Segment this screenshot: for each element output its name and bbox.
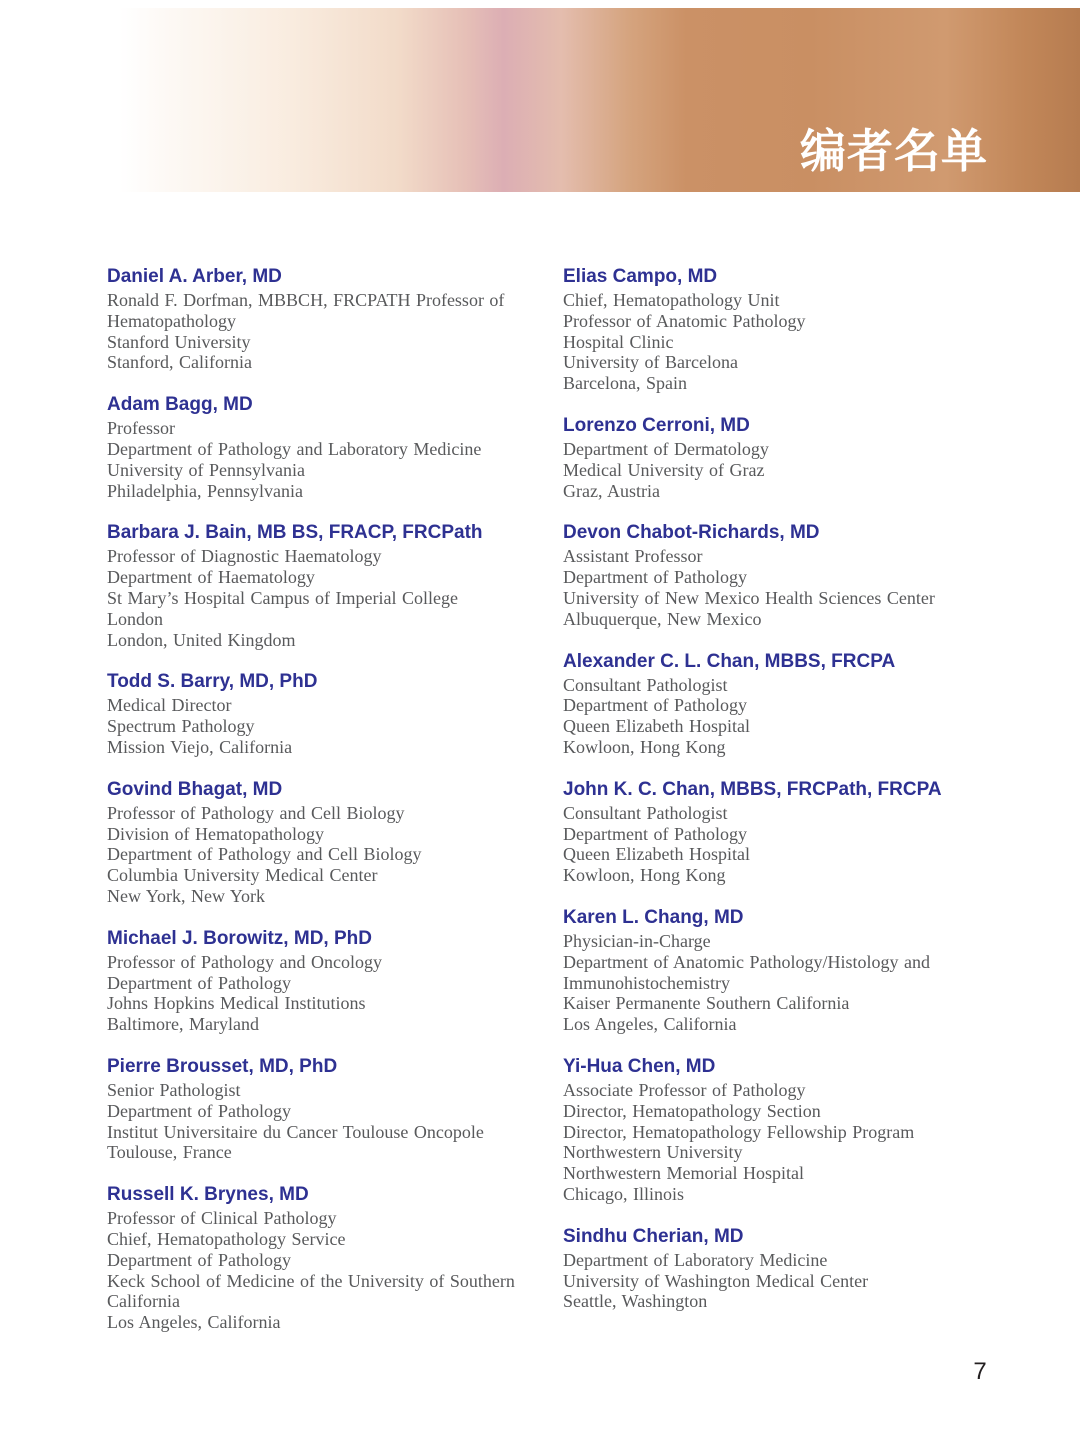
contributor-entry — [107, 1056, 563, 1163]
affiliation-line: University of Barcelona — [563, 352, 738, 373]
contributor-name: Lorenzo Cerroni, MD — [563, 414, 750, 436]
affiliation-line: London, United Kingdom — [107, 629, 296, 650]
affiliation-line: Northwestern University — [563, 1142, 743, 1163]
contributor-entry — [107, 779, 563, 907]
affiliation-line: Kaiser Permanente Southern California — [563, 993, 850, 1014]
affiliation-line: University of New Mexico Health Sciences Center — [563, 587, 935, 608]
affiliation-line: Consultant Pathologist — [563, 674, 728, 695]
contributor-entry — [563, 907, 1019, 1035]
contributor-entry — [107, 522, 563, 650]
contributor-affiliation — [107, 952, 563, 1035]
affiliation-line: Los Angeles, California — [107, 1312, 281, 1333]
affiliation-line: Professor of Clinical Pathology — [107, 1208, 337, 1229]
affiliation-line: Immunohistochemistry — [563, 972, 730, 993]
contributor-entry — [563, 522, 1019, 629]
affiliation-line: Chicago, Illinois — [563, 1183, 684, 1204]
affiliation-line: Department of Pathology — [107, 1100, 291, 1121]
contributor-affiliation — [107, 695, 563, 757]
contributor-affiliation — [107, 418, 563, 501]
affiliation-line: Department of Anatomic Pathology/Histology and — [563, 951, 930, 972]
contributor-affiliation — [107, 290, 563, 373]
contributor-name: Russell K. Brynes, MD — [107, 1184, 309, 1206]
contributor-affiliation — [563, 803, 1019, 886]
affiliation-line: Barcelona, Spain — [563, 373, 687, 394]
contributor-affiliation — [563, 1080, 1019, 1205]
affiliation-line: Mission Viejo, California — [107, 736, 293, 757]
page-number: 7 — [973, 1358, 987, 1385]
affiliation-line: Director, Hematopathology Fellowship Program — [563, 1121, 915, 1142]
affiliation-line: Professor of Anatomic Pathology — [563, 310, 806, 331]
affiliation-line: Department of Haematology — [107, 567, 315, 588]
contributor-name: Pierre Brousset, MD, PhD — [107, 1055, 338, 1077]
affiliation-line: Physician-in-Charge — [563, 930, 711, 951]
affiliation-line: Spectrum Pathology — [107, 716, 255, 737]
contributor-entry — [107, 671, 563, 757]
affiliation-line: Professor of Diagnostic Haematology — [107, 546, 382, 567]
affiliation-line: Los Angeles, California — [563, 1014, 737, 1035]
contributor-entry — [563, 1056, 1019, 1205]
contributor-entry — [107, 394, 563, 501]
contributor-name: Todd S. Barry, MD, PhD — [107, 671, 318, 693]
affiliation-line: Department of Pathology — [107, 1249, 291, 1270]
affiliation-line: Johns Hopkins Medical Institutions — [107, 993, 366, 1014]
contributor-name: Michael J. Borowitz, MD, PhD — [107, 927, 372, 949]
affiliation-line: Director, Hematopathology Section — [563, 1100, 821, 1121]
affiliation-line: Stanford, California — [107, 352, 252, 373]
affiliation-line: California — [107, 1291, 180, 1312]
contributor-entry — [563, 415, 1019, 501]
contributor-entry — [107, 928, 563, 1035]
affiliation-line: Department of Pathology and Cell Biology — [107, 844, 422, 865]
contributor-list — [107, 266, 1019, 1354]
affiliation-line: Senior Pathologist — [107, 1079, 241, 1100]
affiliation-line: Professor — [107, 418, 175, 439]
affiliation-line: Medical Director — [107, 695, 232, 716]
contributor-entry — [563, 779, 1019, 886]
contributor-name: Devon Chabot-Richards, MD — [563, 522, 820, 544]
affiliation-line: Professor of Pathology and Oncology — [107, 951, 382, 972]
affiliation-line: Albuquerque, New Mexico — [563, 608, 762, 629]
contributor-entry — [107, 1184, 563, 1333]
affiliation-line: Chief, Hematopathology Unit — [563, 290, 780, 310]
contributor-affiliation — [563, 439, 1019, 501]
affiliation-line: Kowloon, Hong Kong — [563, 736, 726, 757]
affiliation-line: Department of Dermatology — [563, 438, 769, 459]
affiliation-line: Toulouse, France — [107, 1142, 232, 1163]
affiliation-line: Department of Laboratory Medicine — [563, 1249, 828, 1270]
contributor-entry — [563, 651, 1019, 758]
affiliation-line: Department of Pathology — [563, 695, 747, 716]
contributor-entry — [563, 266, 1019, 394]
affiliation-line: Division of Hematopathology — [107, 823, 324, 844]
affiliation-line: Consultant Pathologist — [563, 802, 728, 823]
contributor-name: Barbara J. Bain, MB BS, FRACP, FRCPath — [107, 522, 483, 544]
contributor-name: Daniel A. Arber, MD — [107, 266, 282, 287]
affiliation-line: Assistant Professor — [563, 546, 703, 567]
contributor-affiliation — [107, 1208, 563, 1333]
contributor-affiliation — [563, 290, 1019, 394]
affiliation-line: Department of Pathology — [563, 567, 747, 588]
contributor-name: Sindhu Cherian, MD — [563, 1225, 744, 1247]
affiliation-line: Northwestern Memorial Hospital — [563, 1163, 804, 1184]
contributor-name: Elias Campo, MD — [563, 266, 718, 287]
affiliation-line: St Mary’s Hospital Campus of Imperial College — [107, 587, 458, 608]
contributor-affiliation — [107, 546, 563, 650]
page-title: 编者名单 — [800, 124, 988, 178]
affiliation-line: Medical University of Graz — [563, 459, 765, 480]
affiliation-line: Kowloon, Hong Kong — [563, 865, 726, 886]
affiliation-line: University of Pennsylvania — [107, 459, 305, 480]
header-banner — [119, 8, 1080, 192]
contributor-affiliation — [563, 675, 1019, 758]
affiliation-line: Baltimore, Maryland — [107, 1014, 259, 1035]
affiliation-line: Department of Pathology and Laboratory Medicine — [107, 438, 482, 459]
affiliation-line: Columbia University Medical Center — [107, 865, 378, 886]
contributor-column-left — [107, 266, 563, 1354]
affiliation-line: Queen Elizabeth Hospital — [563, 844, 750, 865]
contributor-column-right — [563, 266, 1019, 1354]
affiliation-line: Department of Pathology — [107, 972, 291, 993]
affiliation-line: Hematopathology — [107, 310, 236, 331]
contributor-name: Adam Bagg, MD — [107, 394, 253, 416]
contributor-name: Alexander C. L. Chan, MBBS, FRCPA — [563, 650, 896, 672]
contributor-entry — [563, 1226, 1019, 1312]
affiliation-line: London — [107, 608, 163, 629]
contributor-affiliation — [563, 1250, 1019, 1312]
affiliation-line: Ronald F. Dorfman, MBBCH, FRCPATH Professor of — [107, 290, 505, 310]
affiliation-line: Associate Professor of Pathology — [563, 1079, 806, 1100]
contributor-name: Yi-Hua Chen, MD — [563, 1055, 716, 1077]
affiliation-line: Stanford University — [107, 331, 251, 352]
affiliation-line: University of Washington Medical Center — [563, 1270, 869, 1291]
affiliation-line: Queen Elizabeth Hospital — [563, 716, 750, 737]
contributor-affiliation — [563, 546, 1019, 629]
affiliation-line: New York, New York — [107, 885, 266, 906]
affiliation-line: Institut Universitaire du Cancer Toulouse Oncopole — [107, 1121, 484, 1142]
affiliation-line: Graz, Austria — [563, 480, 660, 501]
contributor-entry — [107, 266, 563, 373]
affiliation-line: Professor of Pathology and Cell Biology — [107, 802, 405, 823]
contributor-affiliation — [563, 931, 1019, 1035]
affiliation-line: Seattle, Washington — [563, 1291, 708, 1312]
affiliation-line: Chief, Hematopathology Service — [107, 1228, 346, 1249]
contributor-affiliation — [107, 1080, 563, 1163]
affiliation-line: Philadelphia, Pennsylvania — [107, 480, 303, 501]
contributor-name: John K. C. Chan, MBBS, FRCPath, FRCPA — [563, 778, 942, 800]
affiliation-line: Keck School of Medicine of the University of Southern — [107, 1270, 515, 1291]
affiliation-line: Hospital Clinic — [563, 331, 674, 352]
contributor-name: Karen L. Chang, MD — [563, 906, 744, 928]
affiliation-line: Department of Pathology — [563, 823, 747, 844]
contributor-affiliation — [107, 803, 563, 907]
contributor-name: Govind Bhagat, MD — [107, 778, 283, 800]
